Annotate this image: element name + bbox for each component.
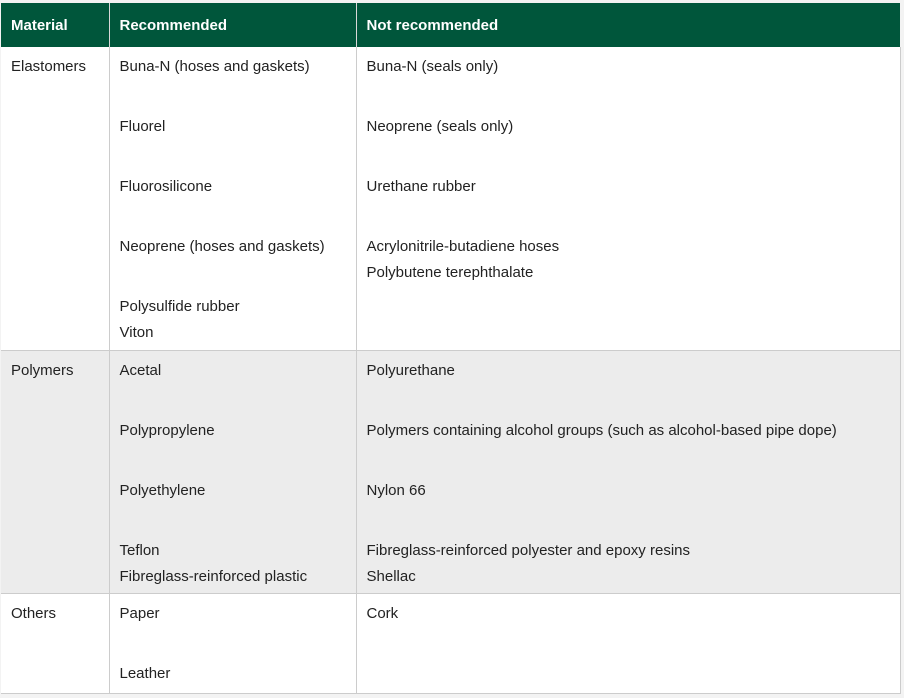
header-row [1, 3, 900, 47]
header-not-recommended: Not recommended [356, 3, 900, 47]
list-item: Viton [119, 324, 154, 341]
list-item: Teflon [119, 541, 160, 559]
list-item: Fibreglass-reinforced polyester and epoxy resins [366, 541, 690, 559]
material-cell: Polymers [1, 350, 109, 593]
list-item: Leather [119, 664, 171, 682]
list-item: Polymers containing alcohol groups (such as alcohol-based pipe dope) [366, 421, 837, 439]
not-recommended-cell [356, 47, 900, 350]
list-item: Urethane rubber [366, 178, 476, 195]
table-row-others [1, 593, 900, 693]
list-item: Polysulfide rubber [119, 298, 240, 315]
list-item: Nylon 66 [366, 481, 426, 499]
list-item: Fibreglass-reinforced plastic [119, 567, 308, 585]
recommended-cell [109, 47, 356, 350]
list-item: Buna-N (seals only) [366, 58, 499, 75]
not-recommended-cell [356, 350, 900, 593]
list-item: Buna-N (hoses and gaskets) [119, 58, 310, 75]
list-item: Fluorel [119, 118, 166, 135]
list-item: Fluorosilicone [119, 178, 213, 195]
materials-compatibility-table [1, 3, 900, 694]
header-recommended: Recommended [109, 3, 356, 47]
list-item: Cork [366, 604, 399, 622]
table-body [1, 47, 900, 693]
list-item: Shellac [366, 567, 416, 585]
table-header [1, 3, 900, 47]
material-cell: Elastomers [1, 47, 109, 350]
not-recommended-cell [356, 593, 900, 693]
list-item: Acrylonitrile-butadiene hoses [366, 238, 560, 255]
table-row-elastomers [1, 47, 900, 350]
list-item: Paper [119, 604, 160, 622]
header-material: Material [1, 3, 109, 47]
list-item: Neoprene (hoses and gaskets) [119, 238, 325, 255]
list-item: Polyethylene [119, 481, 206, 499]
material-cell: Others [1, 593, 109, 693]
list-item: Polyurethane [366, 361, 455, 379]
list-item: Polypropylene [119, 421, 215, 439]
list-item: Polybutene terephthalate [366, 264, 534, 281]
table-row-polymers [1, 350, 900, 593]
recommended-cell [109, 350, 356, 593]
list-item: Acetal [119, 361, 162, 379]
list-item: Neoprene (seals only) [366, 118, 514, 135]
recommended-cell [109, 593, 356, 693]
table [1, 3, 901, 694]
